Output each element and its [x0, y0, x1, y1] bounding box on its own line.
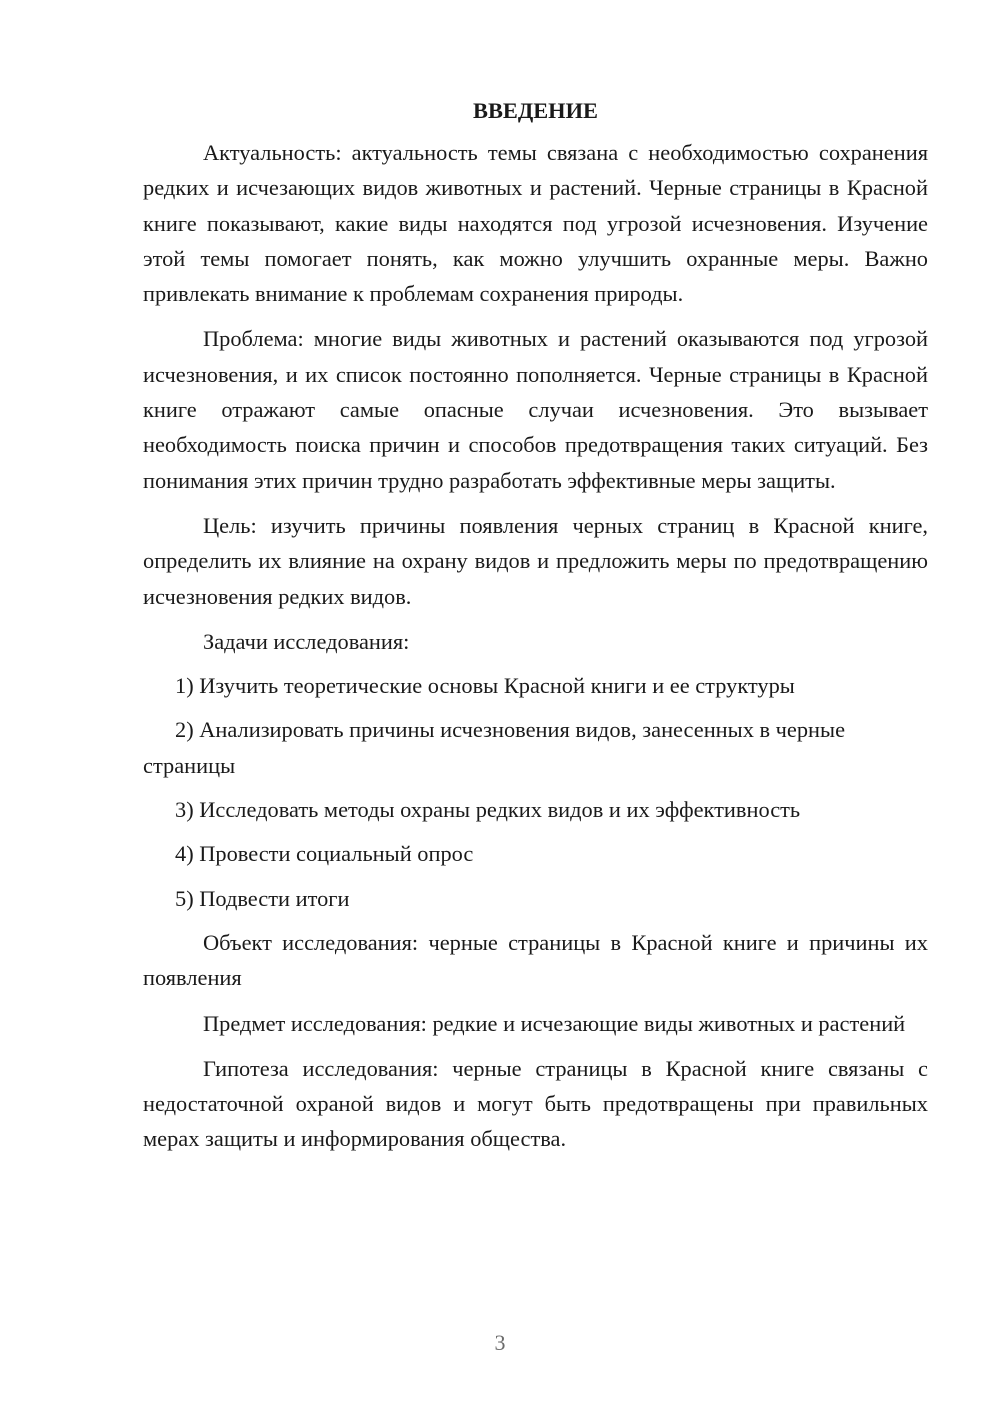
task-item: 2) Анализировать причины исчезновения видов, занесенных в черные страницы	[143, 717, 846, 778]
task-item: 4) Провести социальный опрос	[175, 841, 474, 867]
document-page	[143, 95, 928, 1167]
page-number: 3	[494, 1330, 506, 1355]
task-item: 5) Подвести итоги	[175, 885, 350, 911]
goal-paragraph: Цель: изучить причины появления черных страниц в Красной книге, определить их влияние на охрану видов и предложить меры по предотвращению исчезновения редких видов.	[143, 512, 928, 609]
relevance-paragraph: Актуальность: актуальность темы связана с необходимостью сохранения редких и исчезающих видов животных и растений. Черные страницы в Красной книге показывают, какие виды находятся под угрозой исчезновения. Изучение этой темы помогает понять, как можно улучшить охранные меры. Важно привлекать внимание к проблемам сохранения природы.	[143, 140, 928, 307]
task-item: 1) Изучить теоретические основы Красной книги и ее структуры	[175, 673, 795, 699]
problem-paragraph: Проблема: многие виды животных и растений оказываются под угрозой исчезновения, и их список постоянно пополняется. Черные страницы в Красной книге отражают самые опасные случаи исчезновения. Это вызывает необходимость поиска причин и способов предотвращения таких ситуаций. Без понимания этих причин трудно разработать эффективные меры защиты.	[143, 326, 928, 493]
tasks-heading: Задачи исследования:	[203, 628, 410, 654]
hypothesis-paragraph: Гипотеза исследования: черные страницы в Красной книге связаны с недостаточной охраной видов и могут быть предотвращены при правильных мерах защиты и информирования общества.	[143, 1055, 928, 1152]
subject-paragraph: Предмет исследования: редкие и исчезающие виды животных и растений	[203, 1010, 906, 1036]
document-title: ВВЕДЕНИЕ	[473, 98, 598, 123]
task-item: 3) Исследовать методы охраны редких видов и их эффективность	[175, 797, 801, 823]
object-paragraph: Объект исследования: черные страницы в Красной книге и причины их появления	[143, 929, 928, 991]
